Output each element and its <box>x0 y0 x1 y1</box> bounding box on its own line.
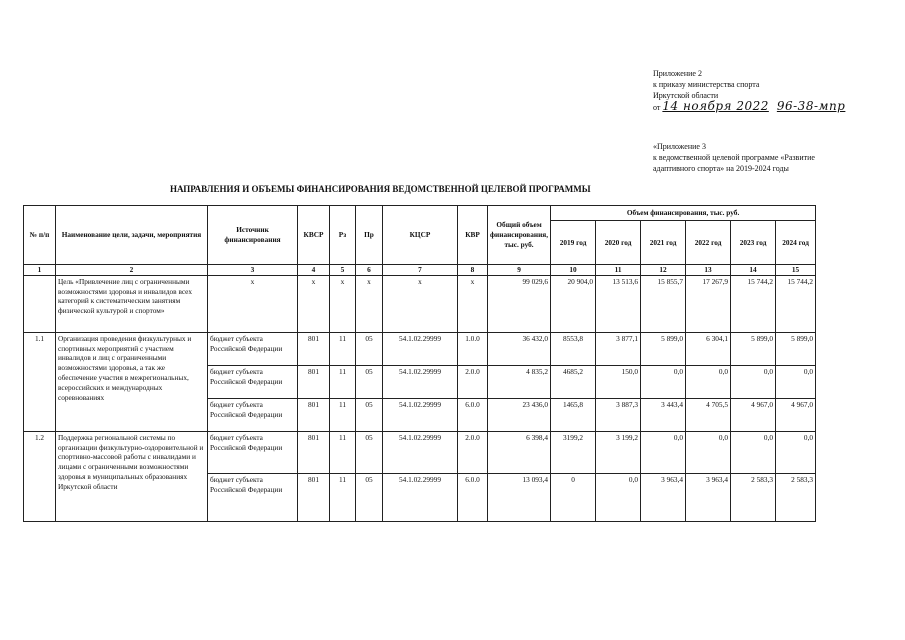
header-total: Общий объем финансирования, тыс. руб. <box>488 206 551 265</box>
order-line-1: Приложение 2 <box>653 69 702 78</box>
row-2019: 3199,2 <box>551 431 596 473</box>
item-name: Организация проведения физкультурных и спортивных мероприятий с участием инвалидов и лиц с ограниченными возможностями здоровья, а так же обеспечение участия в межрегиональных, всероссийских и международных соревнованиях <box>56 332 208 431</box>
handwritten-number: 96-38-мпр <box>776 99 846 113</box>
annex-line-2: к ведомственной целевой программе «Развитие <box>653 153 815 162</box>
row-kcsr: 54.1.02.29999 <box>383 332 458 365</box>
row-rz: 11 <box>330 473 356 521</box>
goal-kcsr: x <box>383 275 458 332</box>
row-2022: 0,0 <box>686 365 731 398</box>
row-2022: 0,0 <box>686 431 731 473</box>
row-2020: 0,0 <box>596 473 641 521</box>
table-row <box>24 332 816 365</box>
order-date-line <box>653 101 845 113</box>
row-kvr: 2.0.0 <box>458 431 488 473</box>
goal-2021: 15 855,7 <box>641 275 686 332</box>
header-num: № п/п <box>24 206 56 265</box>
header-year-2024: 2024 год <box>776 221 816 265</box>
header-kvsr: КВСР <box>298 206 330 265</box>
goal-pr: x <box>356 275 383 332</box>
row-total: 6 398,4 <box>488 431 551 473</box>
col-number: 8 <box>458 265 488 276</box>
row-2022: 4 705,5 <box>686 398 731 431</box>
row-2020: 3 877,1 <box>596 332 641 365</box>
row-2022: 3 963,4 <box>686 473 731 521</box>
row-2021: 3 963,4 <box>641 473 686 521</box>
row-2021: 3 443,4 <box>641 398 686 431</box>
order-line-3: Иркутской области <box>653 91 719 100</box>
col-number: 15 <box>776 265 816 276</box>
header-years-group: Объем финансирования, тыс. руб. <box>551 206 816 221</box>
row-kvr: 6.0.0 <box>458 398 488 431</box>
col-number: 6 <box>356 265 383 276</box>
row-2023: 0,0 <box>731 365 776 398</box>
row-source: бюджет субъекта Российской Федерации <box>208 398 298 431</box>
goal-2023: 15 744,2 <box>731 275 776 332</box>
row-2023: 4 967,0 <box>731 398 776 431</box>
item-name: Поддержка региональной системы по организации физкультурно-оздоровительной и спортивно-массовой работы с инвалидами и лицами с ограниченными возможностями здоровья в муниципальных образованиях Иркутской области <box>56 431 208 521</box>
row-source: бюджет субъекта Российской Федерации <box>208 473 298 521</box>
header-kcsr: КЦСР <box>383 206 458 265</box>
order-from-label: от <box>653 103 661 112</box>
table-row-goal <box>24 275 816 332</box>
col-number: 13 <box>686 265 731 276</box>
row-2021: 0,0 <box>641 365 686 398</box>
header-year-2021: 2021 год <box>641 221 686 265</box>
goal-2022: 17 267,9 <box>686 275 731 332</box>
row-total: 4 835,2 <box>488 365 551 398</box>
row-2024: 0,0 <box>776 365 816 398</box>
goal-kvsr: x <box>298 275 330 332</box>
row-kvsr: 801 <box>298 398 330 431</box>
row-kvr: 1.0.0 <box>458 332 488 365</box>
goal-source: x <box>208 275 298 332</box>
col-number: 5 <box>330 265 356 276</box>
row-source: бюджет субъекта Российской Федерации <box>208 431 298 473</box>
row-2019: 1465,8 <box>551 398 596 431</box>
row-2023: 2 583,3 <box>731 473 776 521</box>
col-number: 10 <box>551 265 596 276</box>
row-pr: 05 <box>356 332 383 365</box>
item-num: 1.2 <box>24 431 56 521</box>
row-source: бюджет субъекта Российской Федерации <box>208 332 298 365</box>
row-kvsr: 801 <box>298 332 330 365</box>
financing-table <box>23 205 816 522</box>
row-kcsr: 54.1.02.29999 <box>383 398 458 431</box>
header-year-2022: 2022 год <box>686 221 731 265</box>
row-kvsr: 801 <box>298 365 330 398</box>
row-kcsr: 54.1.02.29999 <box>383 365 458 398</box>
annex-line-3: адаптивного спорта» на 2019-2024 годы <box>653 164 789 173</box>
col-number: 4 <box>298 265 330 276</box>
row-kvr: 6.0.0 <box>458 473 488 521</box>
row-2023: 0,0 <box>731 431 776 473</box>
col-number: 14 <box>731 265 776 276</box>
row-2021: 5 899,0 <box>641 332 686 365</box>
goal-name: Цель «Привлечение лиц с ограниченными возможностями здоровья и инвалидов всех категорий к систематическим занятиям физической культурой и спортом» <box>56 275 208 332</box>
goal-2019: 20 904,0 <box>551 275 596 332</box>
row-source: бюджет субъекта Российской Федерации <box>208 365 298 398</box>
annex-reference-block <box>653 141 815 174</box>
annex-line-1: «Приложение 3 <box>653 142 706 151</box>
table-row <box>24 431 816 473</box>
goal-kvr: x <box>458 275 488 332</box>
goal-total: 99 029,6 <box>488 275 551 332</box>
header-year-2023: 2023 год <box>731 221 776 265</box>
header-pr: Пр <box>356 206 383 265</box>
row-2024: 2 583,3 <box>776 473 816 521</box>
col-number: 11 <box>596 265 641 276</box>
row-kcsr: 54.1.02.29999 <box>383 431 458 473</box>
header-name: Наименование цели, задачи, мероприятия <box>56 206 208 265</box>
header-year-2019: 2019 год <box>551 221 596 265</box>
col-number: 3 <box>208 265 298 276</box>
row-2019: 8553,8 <box>551 332 596 365</box>
header-rz: Рз <box>330 206 356 265</box>
row-2021: 0,0 <box>641 431 686 473</box>
row-2020: 3 199,2 <box>596 431 641 473</box>
row-kvsr: 801 <box>298 473 330 521</box>
col-number: 9 <box>488 265 551 276</box>
row-total: 23 436,0 <box>488 398 551 431</box>
col-number: 7 <box>383 265 458 276</box>
row-rz: 11 <box>330 431 356 473</box>
row-pr: 05 <box>356 398 383 431</box>
header-year-2020: 2020 год <box>596 221 641 265</box>
row-pr: 05 <box>356 431 383 473</box>
header-source: Источник финансирования <box>208 206 298 265</box>
col-number: 1 <box>24 265 56 276</box>
row-kvr: 2.0.0 <box>458 365 488 398</box>
row-kvsr: 801 <box>298 431 330 473</box>
header-kvr: КВР <box>458 206 488 265</box>
row-total: 36 432,0 <box>488 332 551 365</box>
order-reference-block <box>653 68 845 113</box>
row-rz: 11 <box>330 332 356 365</box>
document-title: НАПРАВЛЕНИЯ И ОБЪЕМЫ ФИНАНСИРОВАНИЯ ВЕДОМСТВЕННОЙ ЦЕЛЕВОЙ ПРОГРАММЫ <box>170 184 591 194</box>
row-2024: 4 967,0 <box>776 398 816 431</box>
row-rz: 11 <box>330 365 356 398</box>
goal-num <box>24 275 56 332</box>
row-2019: 0 <box>551 473 596 521</box>
row-2023: 5 899,0 <box>731 332 776 365</box>
row-2024: 0,0 <box>776 431 816 473</box>
item-num: 1.1 <box>24 332 56 431</box>
row-pr: 05 <box>356 473 383 521</box>
goal-2024: 15 744,2 <box>776 275 816 332</box>
col-number: 2 <box>56 265 208 276</box>
row-total: 13 093,4 <box>488 473 551 521</box>
goal-2020: 13 513,6 <box>596 275 641 332</box>
row-2022: 6 304,1 <box>686 332 731 365</box>
goal-rz: x <box>330 275 356 332</box>
order-line-2: к приказу министерства спорта <box>653 80 760 89</box>
col-number: 12 <box>641 265 686 276</box>
row-pr: 05 <box>356 365 383 398</box>
row-kcsr: 54.1.02.29999 <box>383 473 458 521</box>
row-2019: 4685,2 <box>551 365 596 398</box>
row-2020: 3 887,3 <box>596 398 641 431</box>
handwritten-date: 14 ноября 2022 <box>662 99 769 113</box>
row-2020: 150,0 <box>596 365 641 398</box>
row-rz: 11 <box>330 398 356 431</box>
row-2024: 5 899,0 <box>776 332 816 365</box>
